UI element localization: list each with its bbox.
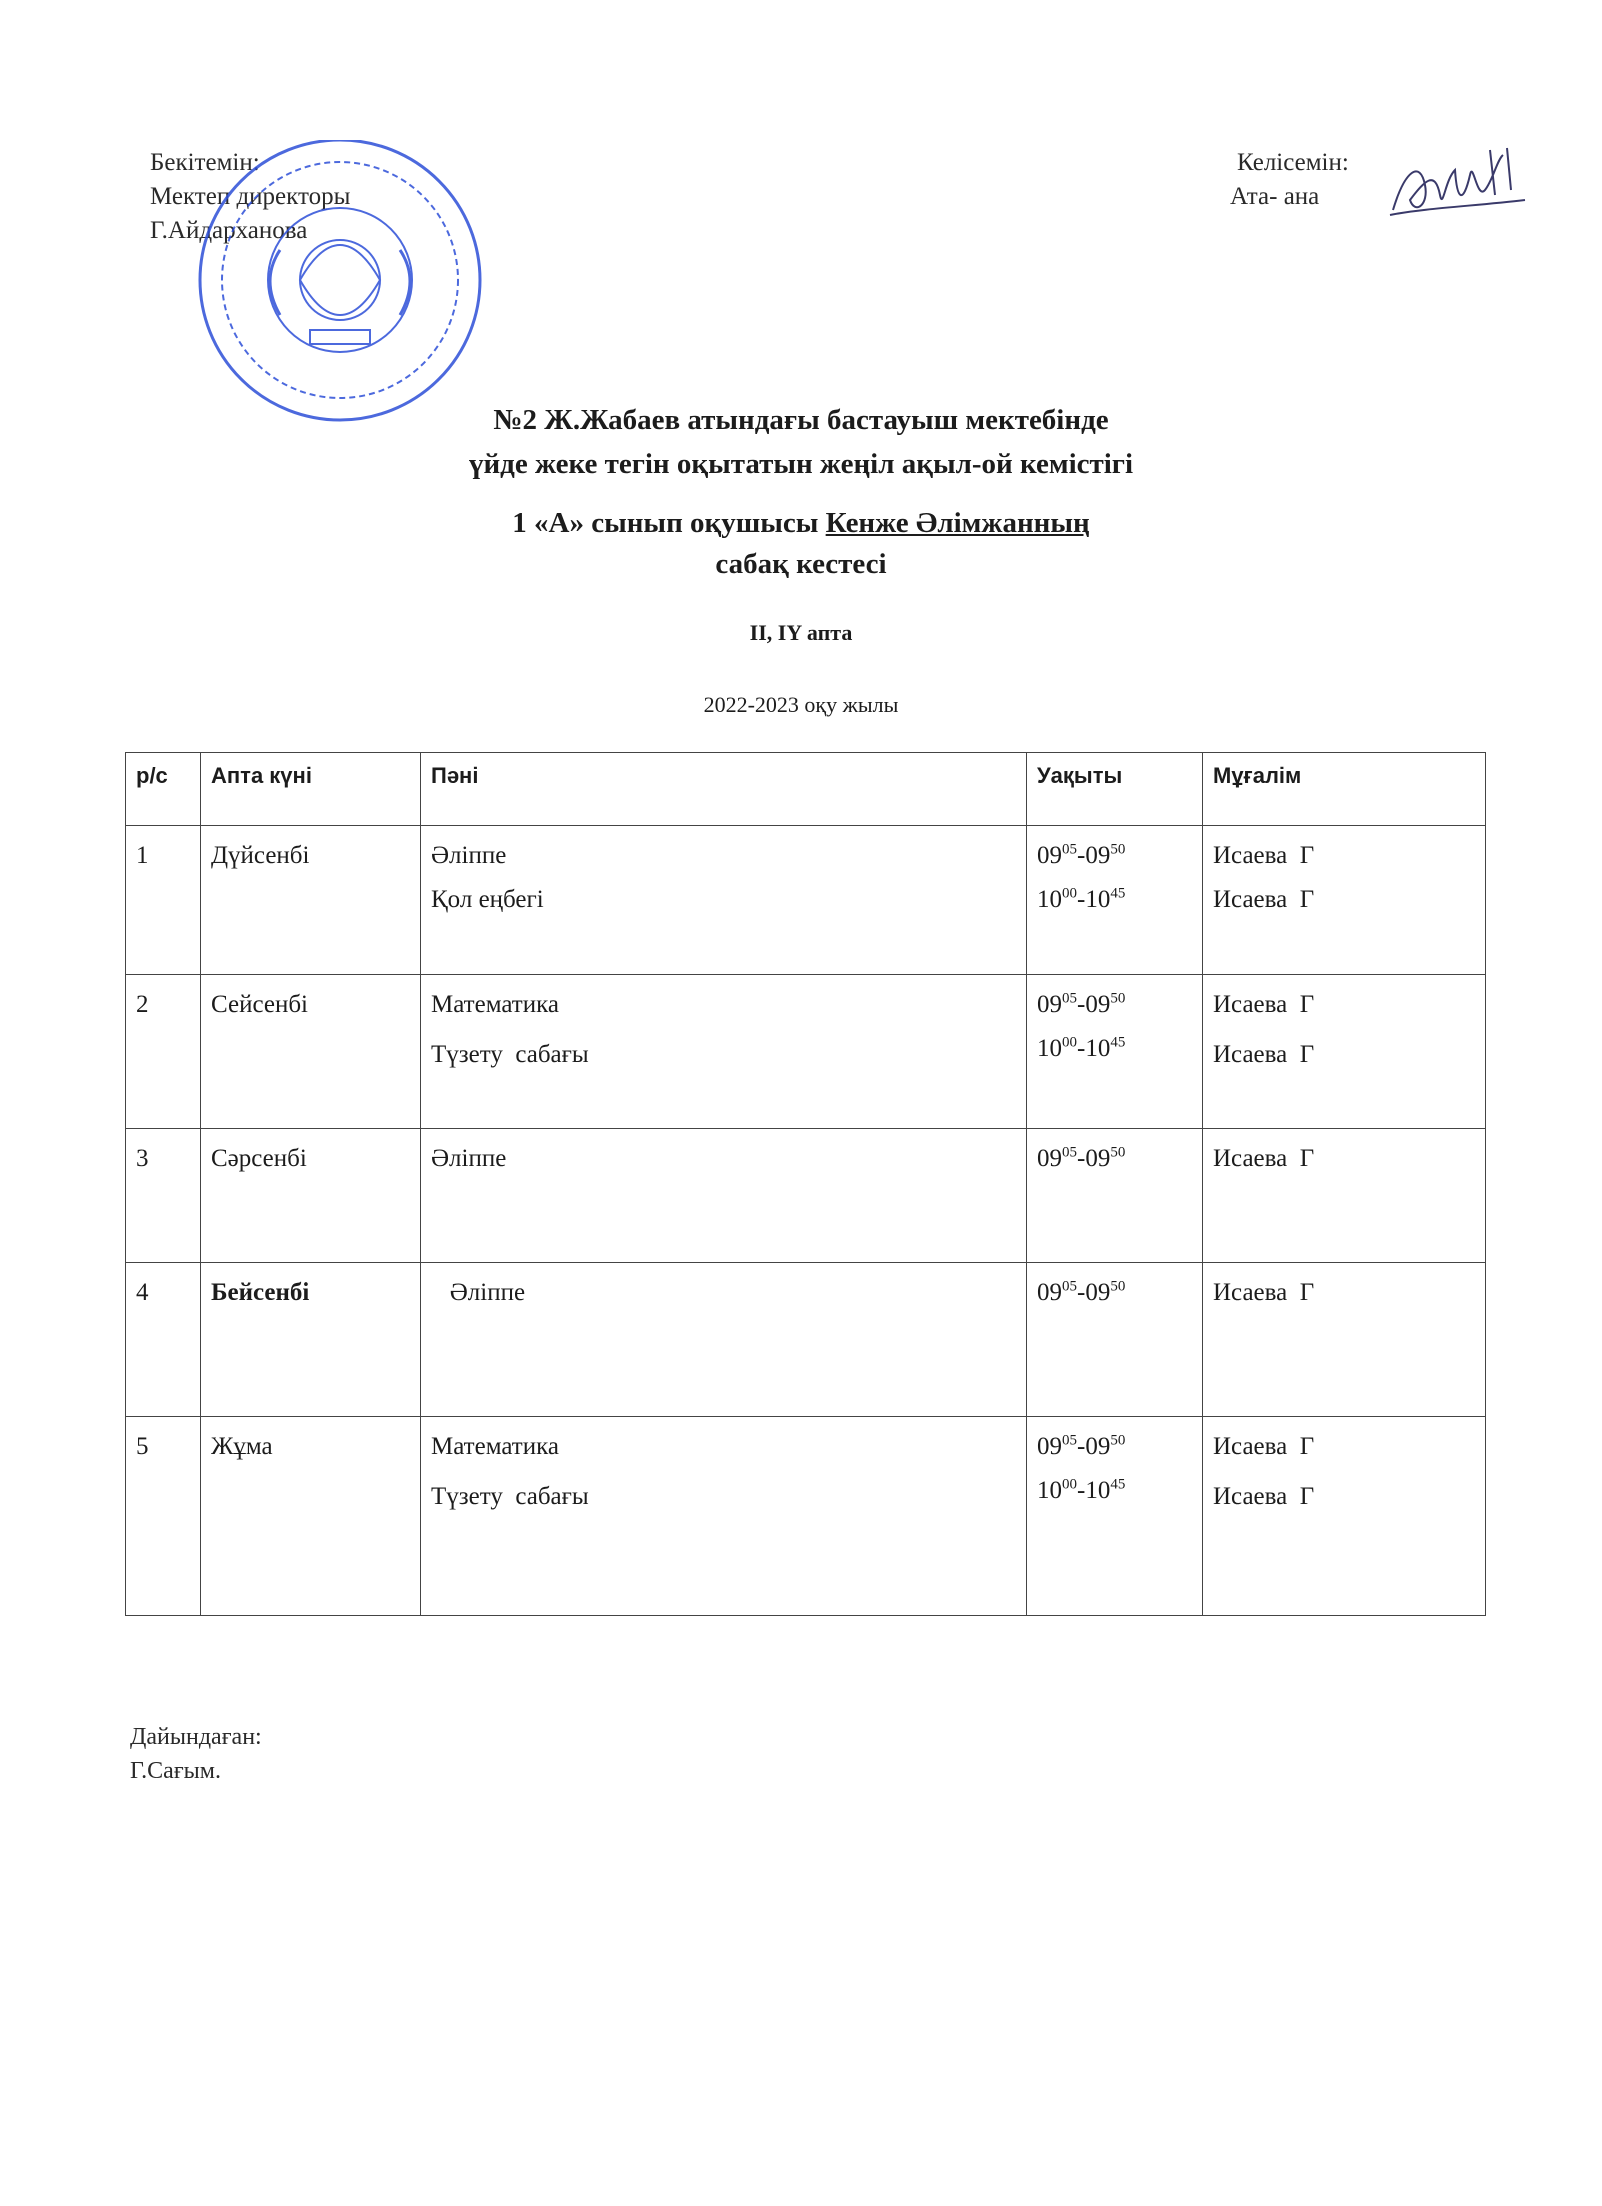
time-hours: 09 bbox=[1085, 1433, 1111, 1460]
cell-day: Сәрсенбі bbox=[201, 1129, 421, 1263]
cell-number: 2 bbox=[126, 975, 201, 1129]
cell-time bbox=[1027, 975, 1203, 1129]
cell-day: Жұма bbox=[201, 1417, 421, 1616]
time-minutes: 50 bbox=[1110, 1278, 1126, 1295]
time-hours: 09 bbox=[1037, 1433, 1062, 1460]
teacher-name: Исаева Г bbox=[1213, 1433, 1315, 1460]
approval-right bbox=[1230, 146, 1349, 214]
time-minutes: 05 bbox=[1062, 1144, 1077, 1161]
lesson-time: $09^{05}-09^{50}$ bbox=[1037, 1432, 1126, 1460]
cell-subject bbox=[421, 1129, 1027, 1263]
teacher-name: Исаева Г bbox=[1213, 1483, 1315, 1510]
time-hours: 09 bbox=[1085, 1279, 1111, 1306]
lesson-time: $09^{05}-09^{50}$ bbox=[1037, 1144, 1126, 1172]
subject-name: Әліппе bbox=[431, 1145, 507, 1172]
time-minutes: 05 bbox=[1062, 841, 1077, 858]
subject-name: Әліппе bbox=[431, 1279, 526, 1306]
subject-name: Қол еңбегі bbox=[431, 886, 544, 913]
cell-teacher bbox=[1203, 1263, 1486, 1417]
table-row bbox=[126, 1129, 1486, 1263]
cell-day: Сейсенбі bbox=[201, 975, 421, 1129]
cell-number: 3 bbox=[126, 1129, 201, 1263]
parent-signature bbox=[1385, 140, 1535, 230]
lesson-time: $10^{00}-10^{45}$ bbox=[1037, 885, 1126, 913]
time-minutes: 50 bbox=[1110, 841, 1126, 858]
col-header-subject: Пәні bbox=[421, 753, 1027, 826]
time-hours: 10 bbox=[1085, 886, 1111, 913]
col-header-number: р/с bbox=[126, 753, 201, 826]
table-row bbox=[126, 1263, 1486, 1417]
cell-subject bbox=[421, 826, 1027, 975]
cell-time bbox=[1027, 1263, 1203, 1417]
lesson-time: $09^{05}-09^{50}$ bbox=[1037, 841, 1126, 869]
time-hours: 10 bbox=[1085, 1035, 1111, 1062]
cell-number: 4 bbox=[126, 1263, 201, 1417]
cell-teacher bbox=[1203, 1129, 1486, 1263]
title-line-1: №2 Ж.Жабаев атындағы бастауыш мектебінде bbox=[493, 404, 1109, 436]
time-hours: 09 bbox=[1037, 842, 1062, 869]
col-header-day: Апта күні bbox=[201, 753, 421, 826]
time-hours: 10 bbox=[1037, 886, 1062, 913]
cell-number: 5 bbox=[126, 1417, 201, 1616]
school-stamp bbox=[160, 140, 490, 430]
table-header-row bbox=[126, 753, 1486, 826]
time-hours: 09 bbox=[1037, 1145, 1062, 1172]
lesson-time: $09^{05}-09^{50}$ bbox=[1037, 1278, 1126, 1306]
time-minutes: 45 bbox=[1110, 1034, 1126, 1051]
time-minutes: 50 bbox=[1110, 1144, 1126, 1161]
col-header-teacher: Мұғалім bbox=[1203, 753, 1486, 826]
cell-subject bbox=[421, 1263, 1027, 1417]
approval-right-line: Келісемін: bbox=[1237, 149, 1349, 176]
prepared-by bbox=[130, 1720, 262, 1788]
time-minutes: 05 bbox=[1062, 1432, 1077, 1449]
teacher-name: Исаева Г bbox=[1213, 842, 1315, 869]
teacher-name: Исаева Г bbox=[1213, 1279, 1315, 1306]
time-minutes: 45 bbox=[1110, 1476, 1126, 1493]
title-line-3 bbox=[0, 505, 1602, 541]
subject-name: Түзету сабағы bbox=[431, 1483, 589, 1510]
title-line-4: сабақ кестесі bbox=[715, 548, 887, 580]
student-name: Кенже Әлімжанның bbox=[825, 507, 1090, 539]
approval-left-line: Бекітемін: bbox=[150, 149, 260, 176]
cell-time bbox=[1027, 1417, 1203, 1616]
col-header-time: Уақыты bbox=[1027, 753, 1203, 826]
cell-teacher bbox=[1203, 1417, 1486, 1616]
time-hours: 09 bbox=[1085, 991, 1111, 1018]
teacher-name: Исаева Г bbox=[1213, 1145, 1315, 1172]
cell-time bbox=[1027, 1129, 1203, 1263]
cell-teacher bbox=[1203, 826, 1486, 975]
time-minutes: 00 bbox=[1062, 1034, 1077, 1051]
lesson-time: $10^{00}-10^{45}$ bbox=[1037, 1034, 1126, 1062]
week-label: II, IY апта bbox=[749, 620, 853, 645]
time-hours: 09 bbox=[1085, 1145, 1111, 1172]
time-hours: 09 bbox=[1085, 842, 1111, 869]
cell-subject bbox=[421, 1417, 1027, 1616]
time-minutes: 50 bbox=[1110, 1432, 1126, 1449]
cell-day: Бейсенбі bbox=[201, 1263, 421, 1417]
prepared-by-label: Дайындаған: bbox=[130, 1724, 262, 1750]
time-minutes: 45 bbox=[1110, 885, 1126, 902]
time-hours: 10 bbox=[1085, 1477, 1111, 1504]
lesson-time: $10^{00}-10^{45}$ bbox=[1037, 1476, 1126, 1504]
cell-teacher bbox=[1203, 975, 1486, 1129]
subject-name: Математика bbox=[431, 991, 559, 1018]
cell-subject bbox=[421, 975, 1027, 1129]
teacher-name: Исаева Г bbox=[1213, 991, 1315, 1018]
time-minutes: 00 bbox=[1062, 885, 1077, 902]
approval-right-line: Ата- ана bbox=[1230, 183, 1320, 210]
time-minutes: 05 bbox=[1062, 990, 1077, 1007]
title-line-2: үйде жеке тегін оқытатын жеңіл ақыл-ой кемістігі bbox=[468, 448, 1134, 480]
teacher-name: Исаева Г bbox=[1213, 886, 1315, 913]
time-hours: 09 bbox=[1037, 1279, 1062, 1306]
approval-left-line: Г.Айдарханова bbox=[150, 217, 308, 244]
time-minutes: 50 bbox=[1110, 990, 1126, 1007]
lesson-time: $09^{05}-09^{50}$ bbox=[1037, 990, 1126, 1018]
subject-name: Түзету сабағы bbox=[431, 1041, 589, 1068]
teacher-name: Исаева Г bbox=[1213, 1041, 1315, 1068]
cell-time bbox=[1027, 826, 1203, 975]
subject-name: Әліппе bbox=[431, 842, 507, 869]
cell-day: Дүйсенбі bbox=[201, 826, 421, 975]
time-hours: 10 bbox=[1037, 1035, 1062, 1062]
approval-left-line: Мектеп директоры bbox=[150, 183, 351, 210]
time-minutes: 05 bbox=[1062, 1278, 1077, 1295]
subject-name: Математика bbox=[431, 1433, 559, 1460]
table-row bbox=[126, 1417, 1486, 1616]
time-minutes: 00 bbox=[1062, 1476, 1077, 1493]
table-row bbox=[126, 826, 1486, 975]
schedule-table bbox=[125, 752, 1486, 1616]
cell-number: 1 bbox=[126, 826, 201, 975]
title-class-text: 1 «А» сынып оқушысы bbox=[512, 507, 826, 539]
time-hours: 09 bbox=[1037, 991, 1062, 1018]
school-year: 2022-2023 оқу жылы bbox=[703, 692, 899, 717]
prepared-by-name: Г.Сағым. bbox=[130, 1758, 221, 1784]
table-row bbox=[126, 975, 1486, 1129]
time-hours: 10 bbox=[1037, 1477, 1062, 1504]
